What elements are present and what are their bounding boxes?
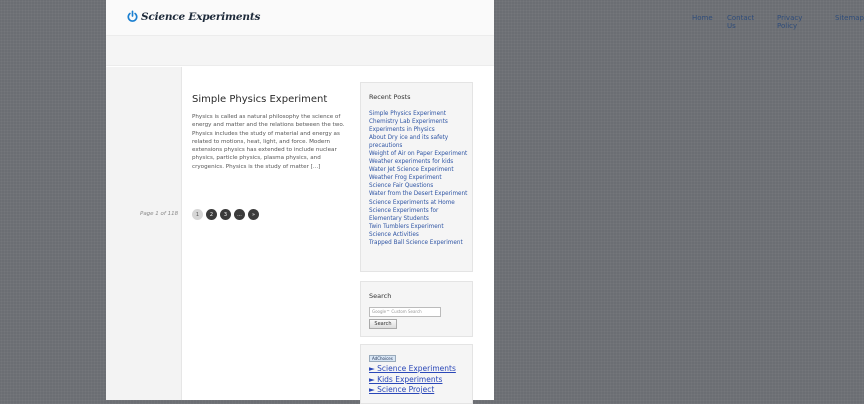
- recent-post-link[interactable]: Experiments in Physics: [369, 127, 435, 134]
- recent-post-link[interactable]: Science Experiments at Home: [369, 199, 455, 206]
- nav-contact-us[interactable]: Contact Us: [727, 14, 755, 30]
- recent-post-link[interactable]: Twin Tumblers Experiment: [369, 223, 444, 230]
- recent-post-link[interactable]: Weather Frog Experiment: [369, 175, 442, 182]
- recent-post-link[interactable]: Science Activities: [369, 231, 419, 238]
- search-input[interactable]: Google™ Custom Search: [369, 307, 441, 317]
- site-logo[interactable]: [127, 10, 260, 23]
- recent-post-link[interactable]: Chemistry Lab Experiments: [369, 119, 448, 126]
- post-excerpt: Physics is called as natural philosophy the science of energy and matter and the relations between the two. Physics includes the study of material and energy as related to motions, heat, light, and force. Modern extensions physics has extended to include nuclear physics, particle physics, plasma physics, and cryogenics. Physics is the study of matter [...]: [192, 114, 345, 170]
- recent-post-link[interactable]: Simple Physics Experiment: [369, 111, 446, 117]
- nav-sitemap[interactable]: Sitemap: [835, 14, 864, 22]
- left-meta-column: [106, 67, 182, 400]
- recent-post-link[interactable]: Trapped Ball Science Experiment: [369, 239, 463, 246]
- pagination: [192, 209, 259, 220]
- page-ellipsis: ...: [234, 209, 245, 220]
- recent-post-link[interactable]: Science Experiments for Elementary Students: [369, 207, 439, 222]
- site-title[interactable]: Science Experiments: [141, 10, 261, 23]
- power-icon: [127, 10, 138, 23]
- page-info: Page 1 of 118: [140, 211, 179, 217]
- ad-link[interactable]: ► Science Experiments: [369, 364, 456, 373]
- page-1-button[interactable]: 1: [192, 209, 203, 220]
- recent-post-link[interactable]: Science Fair Questions: [369, 183, 434, 190]
- recent-posts-heading: Recent Posts: [369, 93, 411, 101]
- recent-post-link[interactable]: Weather experiments for kids: [369, 159, 454, 166]
- recent-posts-widget: [360, 82, 473, 272]
- post-title[interactable]: Simple Physics Experiment: [192, 94, 328, 105]
- search-widget: [360, 281, 473, 337]
- ad-link[interactable]: ► Science Project: [369, 385, 435, 394]
- nav-privacy-policy[interactable]: Privacy Policy: [777, 14, 803, 30]
- next-page-button[interactable]: »: [248, 209, 259, 220]
- recent-post-link[interactable]: Water Jet Science Experiment: [369, 167, 454, 174]
- page-3-button[interactable]: 3: [220, 209, 231, 220]
- recent-posts-list: [369, 110, 471, 247]
- site-header: [106, 0, 864, 36]
- page-container: [106, 0, 864, 400]
- header-banner: [106, 36, 494, 66]
- adchoices-badge[interactable]: AdChoices: [369, 355, 396, 362]
- search-heading: Search: [369, 292, 392, 300]
- ad-link[interactable]: ► Kids Experiments: [369, 374, 443, 384]
- ads-widget: [360, 344, 473, 404]
- recent-post-link[interactable]: About Dry ice and its safety precautions: [369, 135, 449, 150]
- ad-links: [369, 364, 456, 396]
- recent-post-link[interactable]: Water from the Desert Experiment: [369, 191, 468, 198]
- page-2-button[interactable]: 2: [206, 209, 217, 220]
- search-button[interactable]: Search: [369, 319, 397, 329]
- recent-post-link[interactable]: Weight of Air on Paper Experiment: [369, 151, 468, 158]
- nav-home[interactable]: Home: [692, 14, 713, 22]
